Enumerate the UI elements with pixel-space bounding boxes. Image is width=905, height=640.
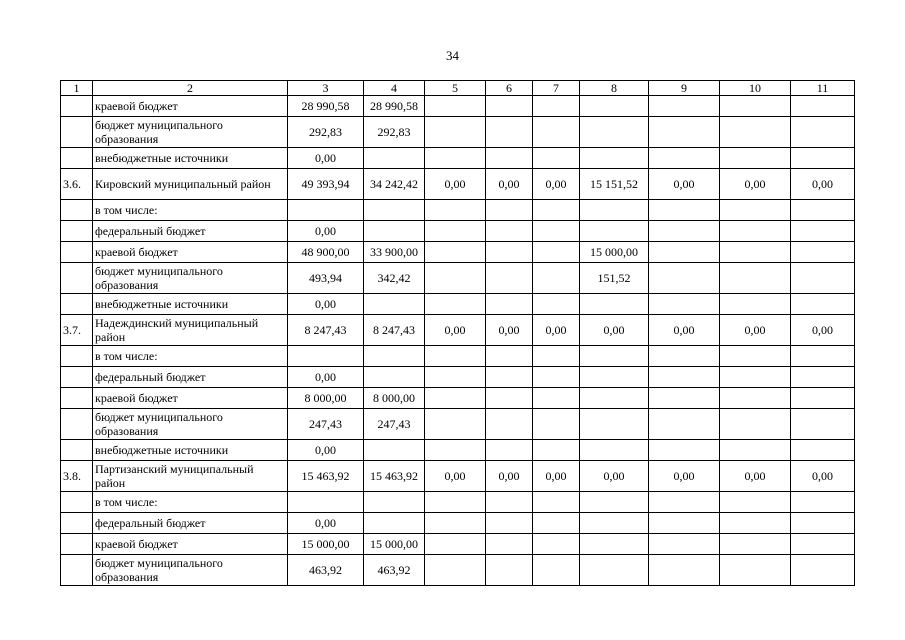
row-label-cell: внебюджетные источники (93, 294, 288, 315)
value-cell-col-10 (720, 440, 791, 461)
value-cell-col-10 (720, 388, 791, 409)
value-cell-col-7 (533, 221, 580, 242)
value-cell-col-6 (486, 440, 533, 461)
table-row (61, 242, 855, 263)
row-label-cell: бюджет муниципального образования (93, 117, 288, 148)
value-cell-col-10 (720, 148, 791, 169)
value-cell-col-8: 151,52 (580, 263, 649, 294)
value-cell-col-7 (533, 346, 580, 367)
value-cell-col-9: 0,00 (649, 315, 720, 346)
value-cell-col-6 (486, 221, 533, 242)
value-cell-col-3: 0,00 (288, 440, 364, 461)
value-cell-col-5 (425, 440, 486, 461)
value-cell-col-8 (580, 117, 649, 148)
value-cell-col-10 (720, 96, 791, 117)
value-cell-col-9 (649, 200, 720, 221)
column-header-2: 2 (93, 81, 288, 96)
row-index-cell (61, 96, 93, 117)
value-cell-col-6 (486, 242, 533, 263)
value-cell-col-4: 15 000,00 (364, 534, 425, 555)
value-cell-col-11 (791, 346, 855, 367)
value-cell-col-7 (533, 555, 580, 586)
value-cell-col-4: 247,43 (364, 409, 425, 440)
value-cell-col-4: 463,92 (364, 555, 425, 586)
value-cell-col-7 (533, 534, 580, 555)
value-cell-col-10 (720, 263, 791, 294)
table-row (61, 513, 855, 534)
value-cell-col-8 (580, 96, 649, 117)
column-header-3: 3 (288, 81, 364, 96)
value-cell-col-8 (580, 346, 649, 367)
value-cell-col-7 (533, 388, 580, 409)
value-cell-col-11 (791, 148, 855, 169)
row-label-cell: краевой бюджет (93, 388, 288, 409)
value-cell-col-5: 0,00 (425, 315, 486, 346)
value-cell-col-11 (791, 117, 855, 148)
table-row (61, 367, 855, 388)
value-cell-col-10 (720, 555, 791, 586)
value-cell-col-5 (425, 294, 486, 315)
value-cell-col-9: 0,00 (649, 461, 720, 492)
row-index-cell (61, 221, 93, 242)
value-cell-col-10: 0,00 (720, 169, 791, 200)
value-cell-col-5 (425, 409, 486, 440)
value-cell-col-6: 0,00 (486, 315, 533, 346)
row-label-cell: федеральный бюджет (93, 513, 288, 534)
row-index-cell (61, 388, 93, 409)
value-cell-col-9 (649, 148, 720, 169)
value-cell-col-11 (791, 492, 855, 513)
value-cell-col-8: 15 000,00 (580, 242, 649, 263)
value-cell-col-3: 28 990,58 (288, 96, 364, 117)
table-row (61, 294, 855, 315)
value-cell-col-7: 0,00 (533, 169, 580, 200)
table-row (61, 555, 855, 586)
row-label-cell: Партизанский муниципальный район (93, 461, 288, 492)
value-cell-col-6 (486, 294, 533, 315)
value-cell-col-10 (720, 346, 791, 367)
value-cell-col-4: 33 900,00 (364, 242, 425, 263)
table-row (61, 96, 855, 117)
row-label-cell: краевой бюджет (93, 242, 288, 263)
table-row (61, 388, 855, 409)
row-index-cell (61, 367, 93, 388)
row-index-cell (61, 492, 93, 513)
value-cell-col-5 (425, 388, 486, 409)
value-cell-col-10 (720, 294, 791, 315)
row-index-cell (61, 263, 93, 294)
value-cell-col-10 (720, 367, 791, 388)
value-cell-col-6 (486, 555, 533, 586)
table-row (61, 409, 855, 440)
value-cell-col-3: 0,00 (288, 148, 364, 169)
value-cell-col-10 (720, 242, 791, 263)
value-cell-col-9 (649, 96, 720, 117)
row-index-cell (61, 242, 93, 263)
value-cell-col-6 (486, 367, 533, 388)
row-label-cell: в том числе: (93, 346, 288, 367)
value-cell-col-9 (649, 263, 720, 294)
row-label-cell: краевой бюджет (93, 534, 288, 555)
row-index-cell (61, 294, 93, 315)
value-cell-col-4 (364, 367, 425, 388)
value-cell-col-5 (425, 346, 486, 367)
value-cell-col-3 (288, 200, 364, 221)
value-cell-col-5: 0,00 (425, 169, 486, 200)
value-cell-col-9 (649, 117, 720, 148)
value-cell-col-7: 0,00 (533, 315, 580, 346)
row-index-cell: 3.8. (61, 461, 93, 492)
value-cell-col-3 (288, 492, 364, 513)
value-cell-col-8: 15 151,52 (580, 169, 649, 200)
value-cell-col-4 (364, 148, 425, 169)
value-cell-col-11 (791, 294, 855, 315)
row-index-cell (61, 409, 93, 440)
column-header-10: 10 (720, 81, 791, 96)
value-cell-col-10: 0,00 (720, 461, 791, 492)
value-cell-col-8 (580, 534, 649, 555)
value-cell-col-9 (649, 513, 720, 534)
value-cell-col-9 (649, 367, 720, 388)
row-label-cell: краевой бюджет (93, 96, 288, 117)
value-cell-col-10 (720, 409, 791, 440)
value-cell-col-3: 0,00 (288, 221, 364, 242)
value-cell-col-9 (649, 346, 720, 367)
value-cell-col-8 (580, 148, 649, 169)
column-header-6: 6 (486, 81, 533, 96)
value-cell-col-7 (533, 148, 580, 169)
value-cell-col-6 (486, 513, 533, 534)
table-row (61, 117, 855, 148)
value-cell-col-4: 8 247,43 (364, 315, 425, 346)
value-cell-col-5 (425, 534, 486, 555)
column-header-4: 4 (364, 81, 425, 96)
value-cell-col-5 (425, 148, 486, 169)
value-cell-col-3 (288, 346, 364, 367)
value-cell-col-11 (791, 388, 855, 409)
value-cell-col-4: 28 990,58 (364, 96, 425, 117)
row-label-cell: федеральный бюджет (93, 367, 288, 388)
value-cell-col-6 (486, 117, 533, 148)
budget-table (60, 80, 855, 586)
value-cell-col-4 (364, 346, 425, 367)
value-cell-col-4 (364, 294, 425, 315)
table-row (61, 440, 855, 461)
value-cell-col-6 (486, 200, 533, 221)
column-header-1: 1 (61, 81, 93, 96)
value-cell-col-6: 0,00 (486, 461, 533, 492)
value-cell-col-9 (649, 534, 720, 555)
row-label-cell: внебюджетные источники (93, 148, 288, 169)
row-index-cell (61, 513, 93, 534)
value-cell-col-11 (791, 555, 855, 586)
value-cell-col-7 (533, 242, 580, 263)
value-cell-col-3: 292,83 (288, 117, 364, 148)
row-label-cell: федеральный бюджет (93, 221, 288, 242)
value-cell-col-6 (486, 96, 533, 117)
value-cell-col-4: 342,42 (364, 263, 425, 294)
value-cell-col-5 (425, 96, 486, 117)
value-cell-col-10 (720, 200, 791, 221)
value-cell-col-5 (425, 200, 486, 221)
column-header-9: 9 (649, 81, 720, 96)
value-cell-col-5 (425, 555, 486, 586)
column-header-7: 7 (533, 81, 580, 96)
value-cell-col-10: 0,00 (720, 315, 791, 346)
row-label-cell: внебюджетные источники (93, 440, 288, 461)
value-cell-col-3: 247,43 (288, 409, 364, 440)
value-cell-col-10 (720, 513, 791, 534)
page-number: 34 (446, 48, 459, 63)
value-cell-col-7: 0,00 (533, 461, 580, 492)
value-cell-col-11 (791, 409, 855, 440)
table-row (61, 169, 855, 200)
row-label-cell: в том числе: (93, 492, 288, 513)
value-cell-col-7 (533, 200, 580, 221)
row-index-cell (61, 148, 93, 169)
value-cell-col-7 (533, 263, 580, 294)
table-header-row (61, 81, 855, 96)
row-index-cell: 3.7. (61, 315, 93, 346)
row-label-cell: бюджет муниципального образования (93, 409, 288, 440)
value-cell-col-5 (425, 242, 486, 263)
value-cell-col-9 (649, 555, 720, 586)
value-cell-col-3: 0,00 (288, 513, 364, 534)
value-cell-col-4 (364, 440, 425, 461)
value-cell-col-8 (580, 221, 649, 242)
table-row (61, 534, 855, 555)
row-label-cell: Надеждинский муниципальный район (93, 315, 288, 346)
value-cell-col-8 (580, 492, 649, 513)
value-cell-col-3: 493,94 (288, 263, 364, 294)
value-cell-col-9 (649, 440, 720, 461)
value-cell-col-4 (364, 513, 425, 534)
value-cell-col-4: 34 242,42 (364, 169, 425, 200)
row-index-cell (61, 534, 93, 555)
value-cell-col-4 (364, 492, 425, 513)
value-cell-col-8 (580, 367, 649, 388)
value-cell-col-11: 0,00 (791, 315, 855, 346)
value-cell-col-8: 0,00 (580, 315, 649, 346)
value-cell-col-7 (533, 409, 580, 440)
value-cell-col-6 (486, 534, 533, 555)
value-cell-col-7 (533, 367, 580, 388)
value-cell-col-3: 8 000,00 (288, 388, 364, 409)
table-row (61, 200, 855, 221)
value-cell-col-6 (486, 263, 533, 294)
table-row (61, 346, 855, 367)
table-row (61, 221, 855, 242)
row-index-cell (61, 440, 93, 461)
row-index-cell (61, 555, 93, 586)
value-cell-col-5: 0,00 (425, 461, 486, 492)
value-cell-col-11 (791, 440, 855, 461)
value-cell-col-9 (649, 221, 720, 242)
value-cell-col-11 (791, 221, 855, 242)
value-cell-col-7 (533, 294, 580, 315)
row-label-cell: в том числе: (93, 200, 288, 221)
table-row (61, 492, 855, 513)
value-cell-col-6 (486, 346, 533, 367)
column-header-8: 8 (580, 81, 649, 96)
value-cell-col-6 (486, 388, 533, 409)
value-cell-col-8 (580, 294, 649, 315)
value-cell-col-10 (720, 534, 791, 555)
value-cell-col-8 (580, 555, 649, 586)
value-cell-col-4 (364, 200, 425, 221)
value-cell-col-10 (720, 221, 791, 242)
value-cell-col-5 (425, 263, 486, 294)
value-cell-col-5 (425, 221, 486, 242)
row-label-cell: бюджет муниципального образования (93, 263, 288, 294)
value-cell-col-8 (580, 388, 649, 409)
value-cell-col-9: 0,00 (649, 169, 720, 200)
value-cell-col-9 (649, 409, 720, 440)
table-row (61, 315, 855, 346)
value-cell-col-4: 8 000,00 (364, 388, 425, 409)
value-cell-col-7 (533, 492, 580, 513)
value-cell-col-3: 0,00 (288, 367, 364, 388)
column-header-5: 5 (425, 81, 486, 96)
row-label-cell: бюджет муниципального образования (93, 555, 288, 586)
value-cell-col-9 (649, 492, 720, 513)
value-cell-col-8 (580, 409, 649, 440)
value-cell-col-10 (720, 492, 791, 513)
value-cell-col-11 (791, 534, 855, 555)
value-cell-col-8 (580, 513, 649, 534)
table-row (61, 461, 855, 492)
value-cell-col-7 (533, 96, 580, 117)
value-cell-col-8: 0,00 (580, 461, 649, 492)
row-label-cell: Кировский муниципальный район (93, 169, 288, 200)
value-cell-col-11 (791, 513, 855, 534)
value-cell-col-4: 292,83 (364, 117, 425, 148)
value-cell-col-4 (364, 221, 425, 242)
value-cell-col-7 (533, 440, 580, 461)
value-cell-col-3: 15 000,00 (288, 534, 364, 555)
table-row (61, 148, 855, 169)
value-cell-col-11 (791, 96, 855, 117)
value-cell-col-8 (580, 440, 649, 461)
value-cell-col-6: 0,00 (486, 169, 533, 200)
value-cell-col-11: 0,00 (791, 461, 855, 492)
value-cell-col-6 (486, 148, 533, 169)
value-cell-col-3: 48 900,00 (288, 242, 364, 263)
value-cell-col-10 (720, 117, 791, 148)
value-cell-col-11 (791, 242, 855, 263)
value-cell-col-8 (580, 200, 649, 221)
value-cell-col-5 (425, 513, 486, 534)
value-cell-col-3: 49 393,94 (288, 169, 364, 200)
row-index-cell: 3.6. (61, 169, 93, 200)
row-index-cell (61, 117, 93, 148)
row-index-cell (61, 200, 93, 221)
value-cell-col-7 (533, 513, 580, 534)
value-cell-col-3: 15 463,92 (288, 461, 364, 492)
value-cell-col-11 (791, 200, 855, 221)
table-row (61, 263, 855, 294)
value-cell-col-5 (425, 492, 486, 513)
value-cell-col-9 (649, 294, 720, 315)
value-cell-col-11: 0,00 (791, 169, 855, 200)
value-cell-col-11 (791, 367, 855, 388)
value-cell-col-4: 15 463,92 (364, 461, 425, 492)
column-header-11: 11 (791, 81, 855, 96)
row-index-cell (61, 346, 93, 367)
value-cell-col-9 (649, 242, 720, 263)
value-cell-col-5 (425, 117, 486, 148)
value-cell-col-9 (649, 388, 720, 409)
value-cell-col-6 (486, 409, 533, 440)
value-cell-col-3: 8 247,43 (288, 315, 364, 346)
value-cell-col-11 (791, 263, 855, 294)
value-cell-col-3: 463,92 (288, 555, 364, 586)
value-cell-col-3: 0,00 (288, 294, 364, 315)
value-cell-col-5 (425, 367, 486, 388)
value-cell-col-6 (486, 492, 533, 513)
value-cell-col-7 (533, 117, 580, 148)
